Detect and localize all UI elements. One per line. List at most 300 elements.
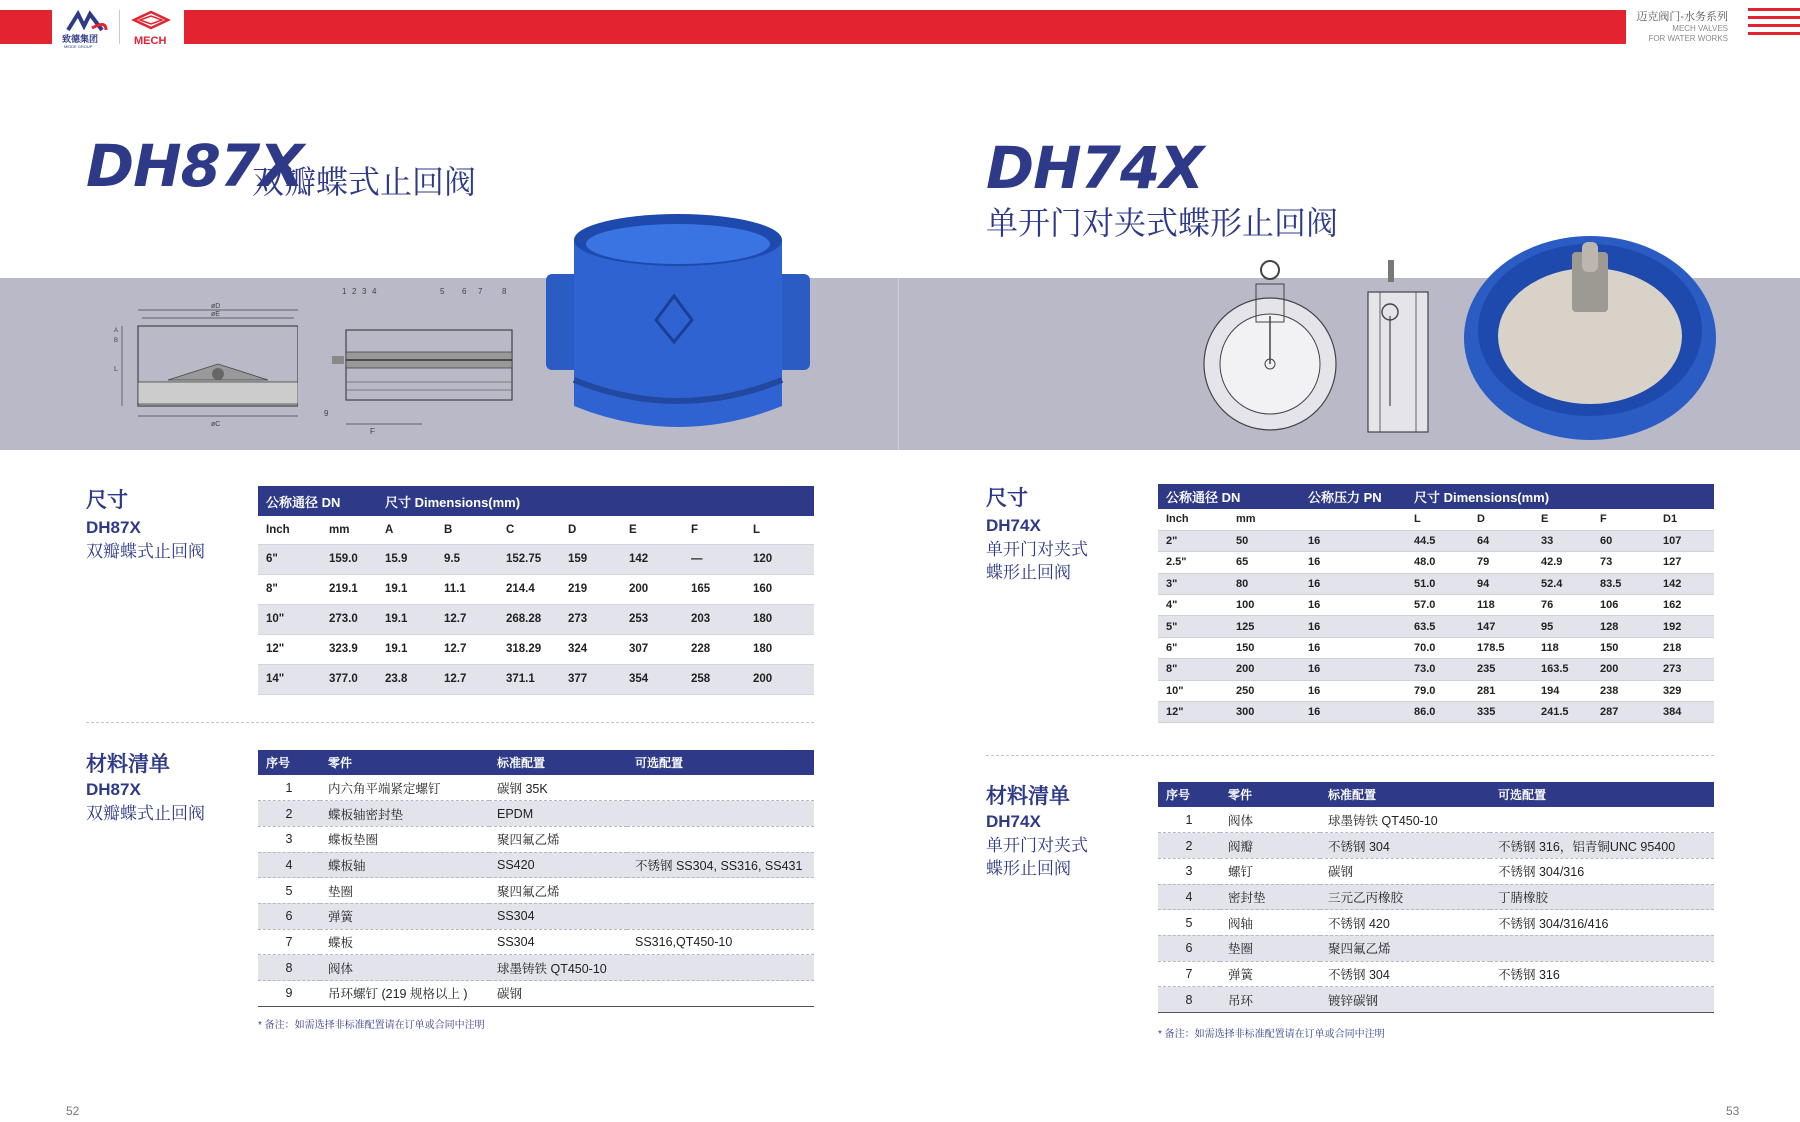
- header-standard: 标准配置: [489, 750, 627, 775]
- table-cell: 3: [1158, 858, 1220, 884]
- table-cell: 镀锌碳钢: [1320, 987, 1490, 1013]
- table-cell: 214.4: [498, 574, 560, 604]
- meide-logo-cn: 致德集团: [62, 34, 99, 44]
- left-mat-side-model: DH87X: [86, 780, 141, 799]
- right-mat-side-model: DH74X: [986, 812, 1041, 831]
- left-mat-side-name: 双瓣蝶式止回阀: [86, 804, 205, 823]
- right-dim-side-name-1: 单开门对夹式: [986, 540, 1088, 559]
- sub-f: F: [683, 516, 745, 544]
- drawing-label-3: 3: [362, 287, 367, 296]
- table-cell: 180: [745, 604, 814, 634]
- right-mat-side-name-2: 蝶形止回阀: [986, 859, 1071, 878]
- table-row: [258, 544, 814, 574]
- left-mat-body: [258, 775, 814, 1006]
- table-cell: 120: [745, 544, 814, 574]
- table-cell: 194: [1533, 680, 1592, 701]
- table-cell: 不锈钢 304: [1320, 961, 1490, 987]
- brand-logos: [58, 6, 182, 48]
- table-row: [258, 955, 814, 981]
- series-en-2: FOR WATER WORKS: [1648, 34, 1728, 43]
- table-cell: 12.7: [436, 634, 498, 664]
- table-cell: 94: [1469, 573, 1533, 594]
- table-cell: 79.0: [1406, 680, 1469, 701]
- header-dimensions: 尺寸 Dimensions(mm): [1406, 484, 1714, 509]
- table-cell: 5: [258, 878, 320, 904]
- drawing-label-9: 9: [324, 409, 329, 418]
- table-cell: 3: [258, 826, 320, 852]
- table-cell: 蝶板: [320, 929, 489, 955]
- table-cell: 70.0: [1406, 637, 1469, 658]
- sub-b: B: [436, 516, 498, 544]
- table-cell: 吊环螺钉 (219 规格以上 ): [320, 981, 489, 1007]
- table-cell: [1490, 935, 1714, 961]
- table-cell: 球墨铸铁 QT450-10: [1320, 807, 1490, 833]
- table-row: [258, 634, 814, 664]
- drawing-label-5: 5: [440, 287, 445, 296]
- table-cell: 蝶板轴: [320, 852, 489, 878]
- table-cell: 19.1: [377, 634, 436, 664]
- table-cell: 6: [1158, 935, 1220, 961]
- table-cell: 86.0: [1406, 702, 1469, 723]
- table-cell: 142: [621, 544, 683, 574]
- series-en-1: MECH VALVES: [1672, 24, 1728, 33]
- table-row: [1158, 659, 1714, 680]
- table-cell: 6": [258, 544, 321, 574]
- table-row: [258, 981, 814, 1007]
- table-row: [1158, 637, 1714, 658]
- table-cell: 48.0: [1406, 552, 1469, 573]
- table-cell: 318.29: [498, 634, 560, 664]
- table-cell: 蝶板垫圈: [320, 826, 489, 852]
- table-cell: —: [683, 544, 745, 574]
- table-row: [1158, 987, 1714, 1013]
- header-no: 序号: [1158, 782, 1220, 807]
- header-optional: 可选配置: [627, 750, 814, 775]
- table-cell: 垫圈: [320, 878, 489, 904]
- table-cell: 159.0: [321, 544, 377, 574]
- table-cell: 142: [1655, 573, 1714, 594]
- table-cell: 16: [1300, 616, 1406, 637]
- header-optional: 可选配置: [1490, 782, 1714, 807]
- left-model-title: DH87X: [86, 132, 304, 200]
- table-cell: 128: [1592, 616, 1655, 637]
- header-dn: 公称通径 DN: [1158, 484, 1300, 509]
- table-cell: 不锈钢 420: [1320, 910, 1490, 936]
- header-no: 序号: [258, 750, 320, 775]
- mech-logo: [124, 8, 178, 48]
- table-cell: 57.0: [1406, 595, 1469, 616]
- table-row: [1158, 807, 1714, 833]
- table-cell: 5: [1158, 910, 1220, 936]
- table-cell: 65: [1228, 552, 1300, 573]
- table-cell: 64: [1469, 530, 1533, 551]
- table-cell: 79: [1469, 552, 1533, 573]
- sub-pn: [1300, 509, 1406, 530]
- table-cell: 23.8: [377, 664, 436, 694]
- table-row: [1158, 884, 1714, 910]
- table-cell: 219.1: [321, 574, 377, 604]
- drawing-label-4: 4: [372, 287, 377, 296]
- table-row: [1158, 833, 1714, 859]
- table-cell: 1: [258, 775, 320, 801]
- table-row: [258, 929, 814, 955]
- table-cell: [627, 878, 814, 904]
- table-cell: 不锈钢 316: [1490, 961, 1714, 987]
- right-dimension-table: [1158, 484, 1714, 723]
- header-part: 零件: [320, 750, 489, 775]
- table-cell: 100: [1228, 595, 1300, 616]
- table-cell: 268.28: [498, 604, 560, 634]
- table-cell: 178.5: [1469, 637, 1533, 658]
- table-cell: 1: [1158, 807, 1220, 833]
- right-mat-heading: 材料清单: [986, 785, 1070, 808]
- table-cell: 200: [1592, 659, 1655, 680]
- table-cell: 弹簧: [320, 903, 489, 929]
- table-row: [258, 878, 814, 904]
- dh74x-side-drawing: [1362, 256, 1434, 442]
- table-cell: 阀体: [320, 955, 489, 981]
- meide-logo: [62, 8, 114, 48]
- sub-d1: D1: [1655, 509, 1714, 530]
- sub-inch: Inch: [258, 516, 321, 544]
- table-cell: 150: [1228, 637, 1300, 658]
- left-page-number: 52: [66, 1104, 80, 1118]
- table-cell: 14": [258, 664, 321, 694]
- table-cell: 384: [1655, 702, 1714, 723]
- header-red-bar: [184, 10, 1626, 44]
- right-mat-body: [1158, 807, 1714, 1013]
- table-row: [1158, 552, 1714, 573]
- table-cell: 152.75: [498, 544, 560, 574]
- left-divider: [86, 722, 814, 723]
- right-dim-side-model: DH74X: [986, 516, 1041, 535]
- table-cell: 8": [1158, 659, 1228, 680]
- right-model-title: DH74X: [986, 134, 1204, 202]
- table-cell: 3": [1158, 573, 1228, 594]
- table-cell: 8: [258, 955, 320, 981]
- table-cell: 4: [258, 852, 320, 878]
- sub-d: D: [560, 516, 621, 544]
- table-subheader-row: [258, 516, 814, 544]
- table-cell: 11.1: [436, 574, 498, 604]
- table-cell: 阀瓣: [1220, 833, 1320, 859]
- left-note: * 备注：如需选择非标准配置请在订单或合同中注明: [258, 1020, 485, 1031]
- table-cell: 2: [258, 801, 320, 827]
- table-cell: 329: [1655, 680, 1714, 701]
- table-cell: 15.9: [377, 544, 436, 574]
- table-cell: 60: [1592, 530, 1655, 551]
- sub-c: C: [498, 516, 560, 544]
- table-cell: 238: [1592, 680, 1655, 701]
- table-cell: 16: [1300, 680, 1406, 701]
- drawing-label-f: F: [370, 427, 375, 436]
- left-dimension-table: [258, 486, 814, 695]
- meide-logo-en: MEIDE GROUP: [64, 44, 93, 48]
- table-cell: 180: [745, 634, 814, 664]
- table-cell: 5": [1158, 616, 1228, 637]
- table-cell: 6": [1158, 637, 1228, 658]
- drawing-label-l: L: [114, 366, 118, 373]
- table-row: [1158, 595, 1714, 616]
- table-cell: 19.1: [377, 604, 436, 634]
- table-cell: 83.5: [1592, 573, 1655, 594]
- series-title: [1580, 8, 1728, 44]
- table-cell: 253: [621, 604, 683, 634]
- table-cell: 12.7: [436, 604, 498, 634]
- table-header-row: [1158, 484, 1714, 509]
- table-cell: 阀轴: [1220, 910, 1320, 936]
- table-cell: 258: [683, 664, 745, 694]
- table-cell: 118: [1533, 637, 1592, 658]
- table-cell: 241.5: [1533, 702, 1592, 723]
- table-row: [258, 775, 814, 801]
- table-cell: 4": [1158, 595, 1228, 616]
- header-part: 零件: [1220, 782, 1320, 807]
- sub-d: D: [1469, 509, 1533, 530]
- table-cell: 16: [1300, 573, 1406, 594]
- table-cell: 2": [1158, 530, 1228, 551]
- table-cell: 8": [258, 574, 321, 604]
- table-cell: 聚四氟乙烯: [1320, 935, 1490, 961]
- right-dim-body: [1158, 530, 1714, 723]
- mech-logo-text: MECH: [134, 35, 167, 47]
- table-cell: 50: [1228, 530, 1300, 551]
- table-cell: 76: [1533, 595, 1592, 616]
- table-cell: 9: [258, 981, 320, 1007]
- drawing-label-7: 7: [478, 287, 483, 296]
- table-row: [1158, 530, 1714, 551]
- table-cell: 80: [1228, 573, 1300, 594]
- table-cell: 125: [1228, 616, 1300, 637]
- right-page-number: 53: [1726, 1104, 1740, 1118]
- right-divider: [986, 755, 1714, 756]
- table-cell: 9.5: [436, 544, 498, 574]
- table-cell: 377: [560, 664, 621, 694]
- left-dim-side-model: DH87X: [86, 518, 141, 537]
- table-cell: 52.4: [1533, 573, 1592, 594]
- table-cell: [627, 826, 814, 852]
- table-cell: 33: [1533, 530, 1592, 551]
- table-cell: 106: [1592, 595, 1655, 616]
- left-product-name: 双瓣蝶式止回阀: [252, 164, 477, 200]
- table-row: [1158, 702, 1714, 723]
- sub-e: E: [621, 516, 683, 544]
- table-cell: 10": [258, 604, 321, 634]
- table-row: [1158, 573, 1714, 594]
- sub-inch: Inch: [1158, 509, 1228, 530]
- table-cell: 273.0: [321, 604, 377, 634]
- table-cell: 287: [1592, 702, 1655, 723]
- table-cell: 250: [1228, 680, 1300, 701]
- table-cell: 16: [1300, 637, 1406, 658]
- header-red-bar-left: [0, 10, 52, 44]
- table-row: [1158, 616, 1714, 637]
- table-header-row: [258, 486, 814, 516]
- table-cell: 丁腈橡胶: [1490, 884, 1714, 910]
- table-cell: 377.0: [321, 664, 377, 694]
- table-cell: 162: [1655, 595, 1714, 616]
- table-cell: [627, 955, 814, 981]
- table-cell: 335: [1469, 702, 1533, 723]
- header-dimensions: 尺寸 Dimensions(mm): [377, 486, 814, 516]
- table-row: [258, 574, 814, 604]
- table-cell: 127: [1655, 552, 1714, 573]
- table-cell: 324: [560, 634, 621, 664]
- table-row: [1158, 910, 1714, 936]
- table-cell: 307: [621, 634, 683, 664]
- table-cell: 2.5": [1158, 552, 1228, 573]
- table-cell: 219: [560, 574, 621, 604]
- table-cell: 16: [1300, 552, 1406, 573]
- table-cell: 不锈钢 304/316/416: [1490, 910, 1714, 936]
- table-cell: 147: [1469, 616, 1533, 637]
- sub-a: A: [377, 516, 436, 544]
- right-dim-side-name-2: 蝶形止回阀: [986, 563, 1071, 582]
- table-cell: 235: [1469, 659, 1533, 680]
- table-cell: 不锈钢 304/316: [1490, 858, 1714, 884]
- sub-l: L: [1406, 509, 1469, 530]
- table-cell: 碳钢: [489, 981, 627, 1007]
- table-cell: 16: [1300, 530, 1406, 551]
- table-cell: 150: [1592, 637, 1655, 658]
- band-divider: [898, 278, 899, 450]
- table-cell: 螺钉: [1220, 858, 1320, 884]
- table-row: [258, 826, 814, 852]
- table-cell: 107: [1655, 530, 1714, 551]
- logo-separator: [119, 10, 120, 44]
- sub-f: F: [1592, 509, 1655, 530]
- left-dim-side-name: 双瓣蝶式止回阀: [86, 542, 205, 561]
- table-cell: 163.5: [1533, 659, 1592, 680]
- table-cell: 73.0: [1406, 659, 1469, 680]
- table-cell: EPDM: [489, 801, 627, 827]
- drawing-label-6: 6: [462, 287, 467, 296]
- table-cell: 200: [1228, 659, 1300, 680]
- table-cell: 354: [621, 664, 683, 694]
- table-cell: 2: [1158, 833, 1220, 859]
- table-cell: 6: [258, 903, 320, 929]
- table-cell: 42.9: [1533, 552, 1592, 573]
- table-cell: 118: [1469, 595, 1533, 616]
- table-cell: 12": [258, 634, 321, 664]
- sub-mm: mm: [321, 516, 377, 544]
- drawing-label-od: øD: [211, 303, 221, 310]
- drawing-label-a: A: [114, 328, 119, 334]
- table-cell: 蝶板轴密封垫: [320, 801, 489, 827]
- table-cell: 200: [621, 574, 683, 604]
- table-row: [258, 903, 814, 929]
- table-cell: 碳钢: [1320, 858, 1490, 884]
- table-cell: 165: [683, 574, 745, 604]
- table-cell: 密封垫: [1220, 884, 1320, 910]
- drawing-label-oe: øE: [211, 311, 220, 318]
- drawing-label-b: B: [114, 338, 119, 344]
- table-cell: 垫圈: [1220, 935, 1320, 961]
- table-cell: 三元乙丙橡胶: [1320, 884, 1490, 910]
- table-row: [1158, 858, 1714, 884]
- drawing-label-1: 1: [342, 287, 347, 296]
- table-cell: 碳钢 35K: [489, 775, 627, 801]
- table-row: [1158, 680, 1714, 701]
- right-mat-side-name-1: 单开门对夹式: [986, 836, 1088, 855]
- table-cell: [627, 981, 814, 1007]
- table-subheader-row: [1158, 509, 1714, 530]
- table-cell: 203: [683, 604, 745, 634]
- dh74x-front-drawing: [1200, 256, 1338, 432]
- dh74x-product-photo: [1460, 232, 1720, 444]
- table-row: [258, 801, 814, 827]
- table-cell: 281: [1469, 680, 1533, 701]
- drawing-label-2: 2: [352, 287, 357, 296]
- table-cell: 371.1: [498, 664, 560, 694]
- table-cell: 聚四氟乙烯: [489, 878, 627, 904]
- dh87x-product-photo: [546, 210, 810, 444]
- sub-l: L: [745, 516, 814, 544]
- table-row: [258, 604, 814, 634]
- table-cell: 弹簧: [1220, 961, 1320, 987]
- table-cell: [1490, 807, 1714, 833]
- table-cell: 7: [258, 929, 320, 955]
- right-note: * 备注：如需选择非标准配置请在订单或合同中注明: [1158, 1029, 1385, 1040]
- table-cell: 吊环: [1220, 987, 1320, 1013]
- header-dn: 公称通径 DN: [258, 486, 377, 516]
- table-cell: 不锈钢 SS304, SS316, SS431: [627, 852, 814, 878]
- dh87x-front-drawing: [108, 296, 298, 436]
- table-cell: 44.5: [1406, 530, 1469, 551]
- table-cell: 16: [1300, 659, 1406, 680]
- drawing-label-oc: øC: [211, 421, 221, 428]
- table-cell: [627, 775, 814, 801]
- table-cell: 218: [1655, 637, 1714, 658]
- series-stripes: [1748, 8, 1800, 42]
- table-row: [258, 664, 814, 694]
- table-cell: 51.0: [1406, 573, 1469, 594]
- left-dim-body: [258, 544, 814, 694]
- table-cell: 63.5: [1406, 616, 1469, 637]
- table-cell: 内六角平端紧定螺钉: [320, 775, 489, 801]
- table-cell: 192: [1655, 616, 1714, 637]
- table-cell: 200: [745, 664, 814, 694]
- sub-e: E: [1533, 509, 1592, 530]
- table-row: [1158, 961, 1714, 987]
- table-cell: 12": [1158, 702, 1228, 723]
- table-cell: 273: [560, 604, 621, 634]
- table-cell: 19.1: [377, 574, 436, 604]
- table-cell: 4: [1158, 884, 1220, 910]
- table-cell: 160: [745, 574, 814, 604]
- table-cell: 7: [1158, 961, 1220, 987]
- dh87x-section-drawing: [312, 286, 522, 436]
- table-cell: 228: [683, 634, 745, 664]
- table-cell: [627, 903, 814, 929]
- table-cell: 273: [1655, 659, 1714, 680]
- table-cell: SS420: [489, 852, 627, 878]
- table-row: [258, 852, 814, 878]
- header-pn: 公称压力 PN: [1300, 484, 1406, 509]
- table-header-row: [1158, 782, 1714, 807]
- table-cell: 95: [1533, 616, 1592, 637]
- table-cell: [627, 801, 814, 827]
- table-cell: [1490, 987, 1714, 1013]
- table-cell: 300: [1228, 702, 1300, 723]
- table-cell: 16: [1300, 702, 1406, 723]
- table-cell: 16: [1300, 595, 1406, 616]
- drawing-label-8: 8: [502, 287, 507, 296]
- table-cell: 8: [1158, 987, 1220, 1013]
- table-cell: SS316,QT450-10: [627, 929, 814, 955]
- series-cn: 迈克阀门-水务系列: [1636, 11, 1728, 23]
- table-header-row: [258, 750, 814, 775]
